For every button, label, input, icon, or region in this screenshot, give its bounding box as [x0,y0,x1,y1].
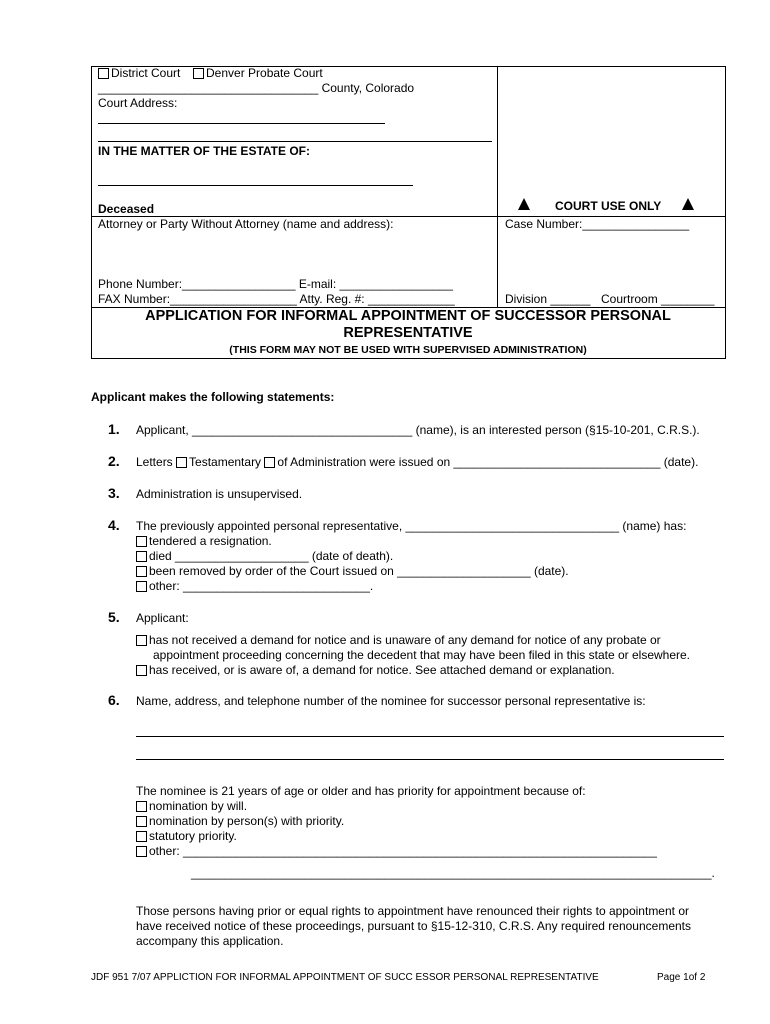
form-title-line2: REPRESENTATIVE [343,325,473,341]
case-number-field[interactable]: Case Number:________________ [505,217,690,231]
form-title-line1: APPLICATION FOR INFORMAL APPOINTMENT OF SUCCESSOR PERSONAL [145,308,671,324]
renounce-text: have received notice of these proceedings, pursuant to §15-12-310, C.R.S. Any required renouncements [136,919,692,933]
estate-name-field[interactable] [98,185,413,186]
checkbox[interactable] [136,635,147,646]
checkbox[interactable] [136,801,147,812]
triangle-up-icon [682,198,694,210]
renounce-text: accompany this application. [136,934,284,948]
division-field[interactable]: Division ______ [505,292,591,306]
denver-probate-court-option[interactable]: Denver Probate Court [193,66,323,80]
item5-option-cont: appointment proceeding concerning the decedent that may have been filed in this state or elsewhere. [153,648,691,662]
checkbox[interactable] [136,566,147,577]
item-number: 3. [108,485,120,501]
checkbox[interactable] [136,831,147,842]
item2-letters: Letters Testamentary of Administration were issued on _______________________________ (date). [136,455,699,469]
checkbox[interactable] [136,581,147,592]
item4-option[interactable]: died ____________________ (date of death). [136,549,393,563]
item-number: 5. [108,609,120,625]
district-court-option[interactable]: District Court [98,66,180,80]
court-use-only: COURT USE ONLY [555,199,662,213]
estate-divider [98,141,492,142]
checkbox[interactable] [136,846,147,857]
attorney-label: Attorney or Party Without Attorney (name and address): [98,217,394,231]
fax-reg-line[interactable]: FAX Number:___________________ Atty. Reg. #: _____________ [98,292,455,306]
nominee-other-cont[interactable]: ______________________________________________________________________________. [191,866,715,880]
administration-checkbox[interactable] [264,457,275,468]
intro-statement: Applicant makes the following statements: [91,390,335,404]
nominee-option[interactable]: statutory priority. [136,829,237,843]
item4-option[interactable]: other: ____________________________. [136,579,373,593]
footer-page-number: Page 1of 2 [657,972,706,983]
checkbox[interactable] [136,551,147,562]
checkbox[interactable] [136,536,147,547]
nominee-option[interactable]: nomination by will. [136,799,247,813]
item-number: 4. [108,517,120,533]
denver-probate-checkbox[interactable] [193,68,204,79]
nominee-field[interactable] [136,736,724,737]
item4-option[interactable]: tendered a resignation. [136,534,272,548]
checkbox[interactable] [136,665,147,676]
form-subtitle: (THIS FORM MAY NOT BE USED WITH SUPERVISED ADMINISTRATION) [229,344,587,356]
item5-text: Applicant: [136,611,189,625]
item5-option[interactable]: has not received a demand for notice and is unaware of any demand for notice of any probate or [136,633,661,647]
court-address-label: Court Address: [98,96,178,110]
nominee-field[interactable] [136,759,724,760]
court-address-field[interactable] [98,123,385,124]
nominee-intro: The nominee is 21 years of age or older and has priority for appointment because of: [136,784,586,798]
item-number: 1. [108,421,120,437]
nominee-option[interactable]: nomination by person(s) with priority. [136,814,344,828]
phone-email-line[interactable]: Phone Number:_________________ E-mail: _________________ [98,277,453,291]
courtroom-field[interactable]: Courtroom ________ [601,292,715,306]
item4-text[interactable]: The previously appointed personal representative, ________________________________ (name) has: [136,519,687,533]
item3-text: Administration is unsupervised. [136,487,303,501]
triangle-up-icon [518,198,530,210]
item4-option[interactable]: been removed by order of the Court issued on ____________________ (date). [136,564,569,578]
county-line[interactable]: _________________________________ County, Colorado [98,81,415,95]
item5-option[interactable]: has received, or is aware of, a demand for notice. See attached demand or explanation. [136,663,615,677]
estate-label: IN THE MATTER OF THE ESTATE OF: [98,144,310,158]
item1-applicant[interactable]: Applicant, _________________________________ (name), is an interested person (§15-10-201, C.R.S.). [136,423,700,437]
deceased-label: Deceased [98,202,155,216]
checkbox[interactable] [136,816,147,827]
testamentary-checkbox[interactable] [176,457,187,468]
footer-form-id: JDF 951 7/07 APPLICTION FOR INFORMAL APPOINTMENT OF SUCC ESSOR PERSONAL REPRESENTATIVE [91,972,599,983]
item-number: 2. [108,453,120,469]
item-number: 6. [108,692,120,708]
renounce-text: Those persons having prior or equal rights to appointment have renounced their rights to appointment or [136,904,689,918]
district-court-checkbox[interactable] [98,68,109,79]
nominee-option[interactable]: other: _______________________________________________________________________ [136,844,657,858]
item6-text: Name, address, and telephone number of the nominee for successor personal representative is: [136,694,646,708]
caption-divider [497,66,498,308]
